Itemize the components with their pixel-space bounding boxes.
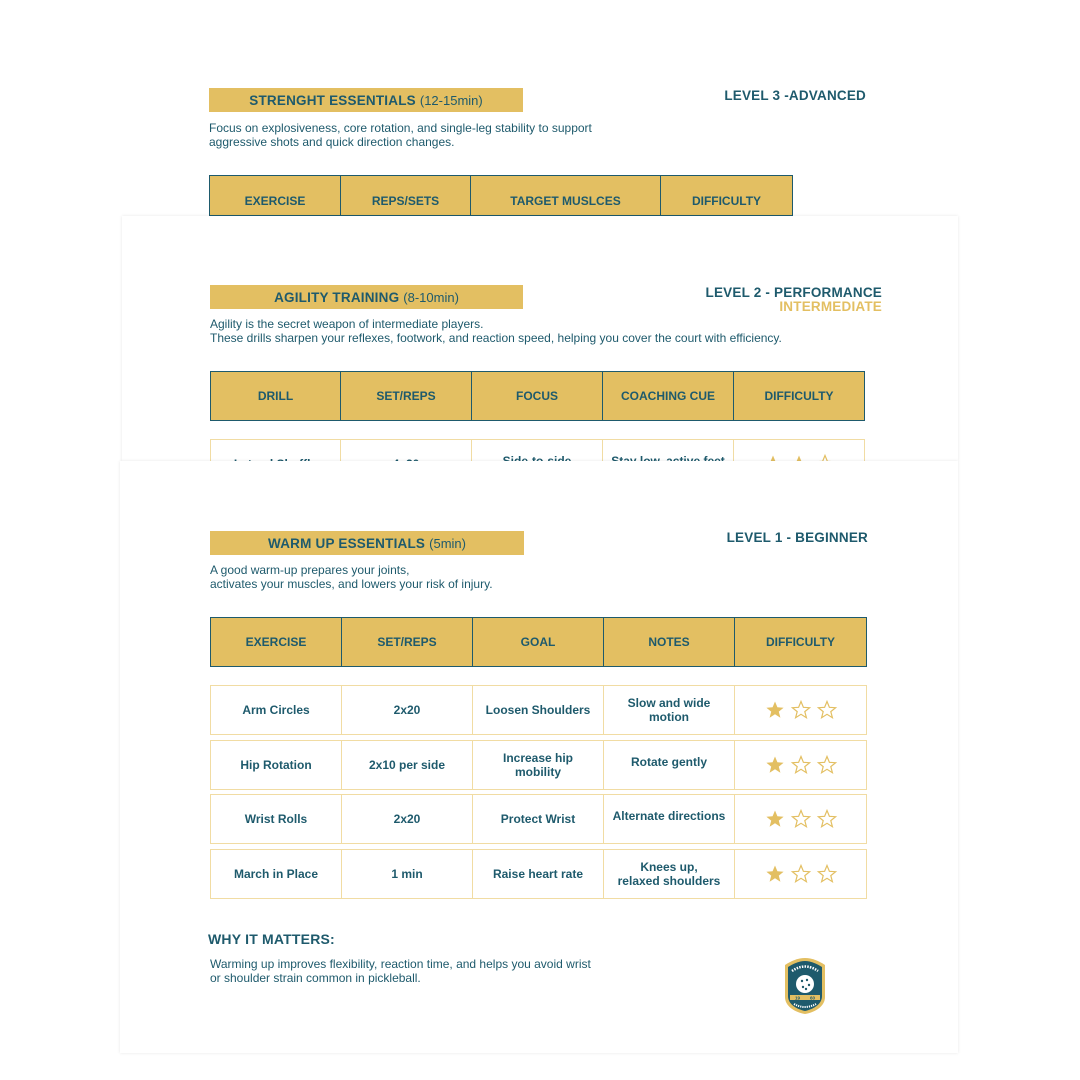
level1-intro: A good warm-up prepares your joints, activates your muscles, and lowers your risk of injury.: [210, 563, 493, 591]
cell-difficulty: [735, 849, 867, 899]
level1-label: LEVEL 1 - BEGINNER: [726, 530, 868, 545]
level2-duration: (8-10min): [403, 289, 459, 305]
level2-header-focus: FOCUS: [472, 371, 603, 421]
why-it-matters-title: WHY IT MATTERS:: [208, 931, 335, 947]
table-row: [210, 849, 867, 899]
level2-label: LEVEL 2 - PERFORMANCE INTERMEDIATE: [705, 285, 882, 314]
star-filled-icon: [765, 809, 785, 829]
cell-reps: 1 min: [342, 849, 473, 899]
cell-notes: Alternate directions: [604, 794, 735, 844]
level2-header-drill: DRILL: [210, 371, 341, 421]
level3-label: LEVEL 3 -ADVANCED: [724, 88, 866, 103]
cell-notes: Knees up, relaxed shoulders: [604, 849, 735, 899]
star-outline-icon: [791, 809, 811, 829]
level1-header-difficulty: DIFFICULTY: [735, 617, 867, 667]
cell-goal: Protect Wrist: [473, 794, 604, 844]
star-outline-icon: [791, 864, 811, 884]
level3-page: [120, 35, 956, 216]
star-outline-icon: [817, 809, 837, 829]
svg-text:60: 60: [810, 995, 816, 1001]
level3-header-exercise: EXERCISE: [209, 175, 341, 216]
svg-text:19: 19: [795, 995, 801, 1001]
cell-reps: 2x20: [342, 794, 473, 844]
level3-duration: (12-15min): [419, 92, 483, 108]
level1-title-bar: [210, 531, 524, 555]
difficulty-stars: [765, 809, 837, 829]
cell-goal: Increase hip mobility: [473, 740, 604, 790]
level2-title-bar: [210, 285, 523, 309]
level2-sublabel: INTERMEDIATE: [779, 299, 882, 314]
star-filled-icon: [765, 864, 785, 884]
cell-exercise: Arm Circles: [210, 685, 342, 735]
cell-goal: Loosen Shoulders: [473, 685, 604, 735]
difficulty-stars: [765, 700, 837, 720]
level1-table-header: [210, 617, 867, 667]
level3-table-header: [209, 175, 793, 216]
level1-page: [120, 461, 958, 1053]
cell-reps: 2x10 per side: [342, 740, 473, 790]
cell-notes: Rotate gently: [604, 740, 735, 790]
level2-header-difficulty: DIFFICULTY: [734, 371, 865, 421]
cell-difficulty: [735, 740, 867, 790]
level3-title: STRENGHT ESSENTIALS: [249, 92, 416, 108]
difficulty-stars: [765, 864, 837, 884]
cell-goal: Raise heart rate: [473, 849, 604, 899]
star-outline-icon: [817, 755, 837, 775]
level1-header-goal: GOAL: [473, 617, 604, 667]
level1-header-exercise: EXERCISE: [210, 617, 342, 667]
level2-page: [122, 216, 958, 461]
why-it-matters-text: Warming up improves flexibility, reaction time, and helps you avoid wrist or shoulder strain common in pickleball.: [210, 957, 591, 985]
star-outline-icon: [791, 755, 811, 775]
level2-intro: Agility is the secret weapon of intermediate players. These drills sharpen your reflexes, footwork, and reaction speed, helping you cover the court with efficiency.: [210, 317, 782, 345]
table-row: [210, 794, 867, 844]
star-filled-icon: [765, 700, 785, 720]
level3-intro: Focus on explosiveness, core rotation, and single-leg stability to support aggressive shots and quick direction changes.: [209, 121, 592, 149]
cell-exercise: Wrist Rolls: [210, 794, 342, 844]
star-outline-icon: [791, 700, 811, 720]
level1-header-setreps: SET/REPS: [342, 617, 473, 667]
level2-table-header: [210, 371, 865, 421]
level1-header-notes: NOTES: [604, 617, 735, 667]
difficulty-stars: [765, 755, 837, 775]
table-row: [210, 740, 867, 790]
cell-exercise: March in Place: [210, 849, 342, 899]
star-outline-icon: [817, 700, 837, 720]
level1-title: WARM UP ESSENTIALS: [268, 535, 426, 551]
star-filled-icon: [765, 755, 785, 775]
table-row: [210, 685, 867, 735]
level3-header-difficulty: DIFFICULTY: [661, 175, 793, 216]
level3-header-reps: REPS/SETS: [341, 175, 471, 216]
level2-header-cue: COACHING CUE: [603, 371, 734, 421]
pickleball-club-badge-icon: [782, 957, 828, 1015]
star-outline-icon: [817, 864, 837, 884]
cell-difficulty: [735, 794, 867, 844]
cell-difficulty: [735, 685, 867, 735]
cell-notes: Slow and wide motion: [604, 685, 735, 735]
cell-exercise: Hip Rotation: [210, 740, 342, 790]
level3-title-bar: [209, 88, 523, 112]
level2-title: AGILITY TRAINING: [274, 289, 400, 305]
level2-header-setreps: SET/REPS: [341, 371, 472, 421]
level1-duration: (5min): [429, 535, 466, 551]
level3-header-muscles: TARGET MUSLCES: [471, 175, 661, 216]
cell-reps: 2x20: [342, 685, 473, 735]
